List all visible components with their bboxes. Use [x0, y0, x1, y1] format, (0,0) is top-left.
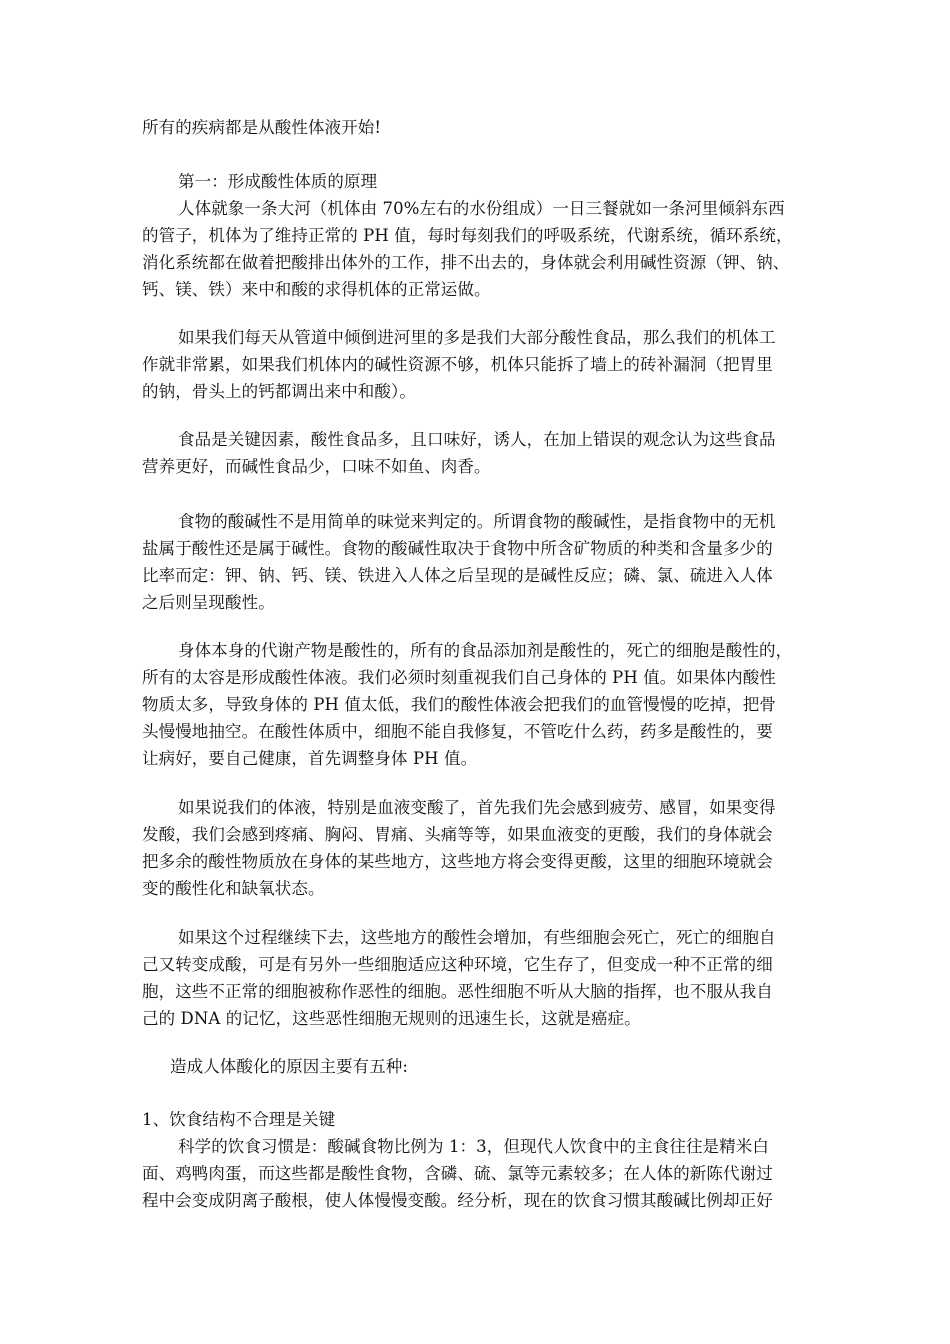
- paragraph-line: 食物的酸碱性不是用简单的味觉来判定的。所谓食物的酸碱性，是指食物中的无机: [178, 512, 776, 531]
- paragraph-line: 如果这个过程继续下去，这些地方的酸性会增加，有些细胞会死亡，死亡的细胞自: [178, 928, 776, 947]
- paragraph-line: 如果说我们的体液，特别是血液变酸了，首先我们先会感到疲劳、感冒，如果变得: [178, 798, 776, 817]
- paragraph-line: 己的 DNA 的记忆，这些恶性细胞无规则的迅速生长，这就是癌症。: [142, 1009, 641, 1028]
- paragraph-line: 钙、镁、铁）来中和酸的求得机体的正常运做。: [142, 280, 491, 299]
- paragraph-line: 如果我们每天从管道中倾倒进河里的多是我们大部分酸性食品，那么我们的机体工: [178, 328, 776, 347]
- paragraph-line: 所有的太容是形成酸性体液。我们必须时刻重视我们自己身体的 PH 值。如果体内酸性: [142, 668, 776, 687]
- paragraph-line: 胞，这些不正常的细胞被称作恶性的细胞。恶性细胞不听从大脑的指挥，也不服从我自: [142, 982, 773, 1001]
- paragraph-line: 的管子，机体为了维持正常的 PH 值，每时每刻我们的呼吸系统，代谢系统，循环系统，: [142, 226, 793, 245]
- paragraph-line: 盐属于酸性还是属于碱性。食物的酸碱性取决于食物中所含矿物质的种类和含量多少的: [142, 539, 773, 558]
- paragraph-line: 程中会变成阴离子酸根，使人体慢慢变酸。经分析，现在的饮食习惯其酸碱比例却正好: [142, 1191, 773, 1210]
- paragraph-line: 科学的饮食习惯是：酸碱食物比例为 1：3，但现代人饮食中的主食往往是精米白: [178, 1137, 769, 1156]
- paragraph-line: 消化系统都在做着把酸排出体外的工作，排不出去的，身体就会利用碱性资源（钾、钠、: [142, 253, 790, 272]
- paragraph-line: 头慢慢地抽空。在酸性体质中，细胞不能自我修复，不管吃什么药，药多是酸性的，要: [142, 722, 773, 741]
- cause-heading: 1、饮食结构不合理是关键: [142, 1110, 336, 1129]
- paragraph-line: 己又转变成酸，可是有另外一些细胞适应这种环境，它生存了，但变成一种不正常的细: [142, 955, 773, 974]
- paragraph-line: 发酸，我们会感到疼痛、胸闷、胃痛、头痛等等，如果血液变的更酸，我们的身体就会: [142, 825, 773, 844]
- section-heading: 第一：形成酸性体质的原理: [178, 172, 378, 191]
- causes-heading: 造成人体酸化的原因主要有五种:: [170, 1057, 409, 1076]
- paragraph-line: 比率而定：钾、钠、钙、镁、铁进入人体之后呈现的是碱性反应；磷、氯、硫进入人体: [142, 566, 773, 585]
- paragraph-line: 作就非常累，如果我们机体内的碱性资源不够，机体只能拆了墙上的砖补漏洞（把胃里: [142, 355, 773, 374]
- paragraph-line: 营养更好，而碱性食品少，口味不如鱼、肉香。: [142, 457, 491, 476]
- paragraph-line: 食品是关键因素，酸性食品多，且口味好，诱人，在加上错误的观念认为这些食品: [178, 430, 776, 449]
- paragraph-line: 之后则呈现酸性。: [142, 593, 275, 612]
- paragraph-line: 物质太多，导致身体的 PH 值太低，我们的酸性体液会把我们的血管慢慢的吃掉，把骨: [142, 695, 776, 714]
- document-title: 所有的疾病都是从酸性体液开始!: [142, 118, 382, 137]
- paragraph-line: 让病好，要自己健康，首先调整身体 PH 值。: [142, 749, 478, 768]
- paragraph-line: 变的酸性化和缺氧状态。: [142, 879, 325, 898]
- paragraph-line: 人体就象一条大河（机体由 70%左右的水份组成）一日三餐就如一条河里倾斜东西: [178, 199, 785, 218]
- paragraph-line: 面、鸡鸭肉蛋，而这些都是酸性食物，含磷、硫、氯等元素较多；在人体的新陈代谢过: [142, 1164, 773, 1183]
- paragraph-line: 身体本身的代谢产物是酸性的，所有的食品添加剂是酸性的，死亡的细胞是酸性的，: [178, 641, 793, 660]
- paragraph-line: 把多余的酸性物质放在身体的某些地方，这些地方将会变得更酸，这里的细胞环境就会: [142, 852, 773, 871]
- paragraph-line: 的钠，骨头上的钙都调出来中和酸）。: [142, 382, 416, 401]
